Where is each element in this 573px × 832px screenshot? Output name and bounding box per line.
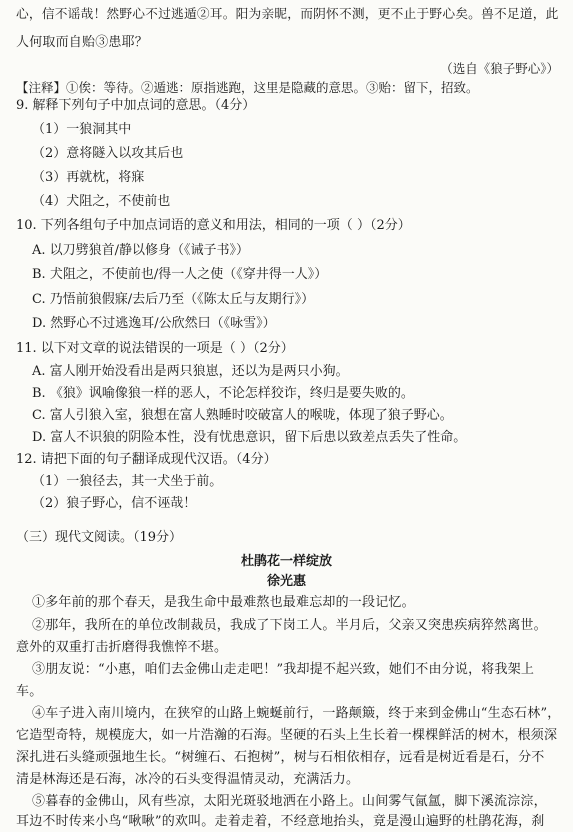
annotation-notes: 【注释】①俟：等待。②遁逃：原指逃跑，这里是隐藏的意思。③贻：留下，招致。 [16,80,479,95]
question-9-item: （4）犬阻之，不使前也 [32,194,171,209]
question-11-option: B. 《狼》讽喻像狼一样的恶人，不论怎样狡诈，终归是要失败的。 [32,386,414,401]
article-paragraph-cont: 深扎进石头缝顽强地生长。“树缠石、石抱树”，树与石相依相存，远看是树近看是石，分不 [16,750,545,765]
question-10-option: C. 乃悟前狼假寐/去后乃至（《陈太丘与友期行》） [32,292,315,307]
question-12-item: （2）狼子野心，信不诬哉！ [32,496,197,511]
article-paragraph-cont: 车。 [16,684,43,699]
question-10-option: D. 然野心不过逃逸耳/公欣然曰（《咏雪》） [32,316,276,331]
question-12-item: （1）一狼径去，其一犬坐于前。 [32,474,223,489]
section-heading: （三）现代文阅读。（19分） [16,530,183,545]
question-11-option: A. 富人刚开始没看出是两只狼崽，还以为是两只小狗。 [32,364,349,379]
article-paragraph-cont: 它造型奇特，规模庞大，如一片浩瀚的石海。坚硬的石头上生长着一棵棵鲜活的树木，根须深 [16,728,558,743]
article-paragraph: ②那年，我所在的单位改制裁员，我成了下岗工人。半月后，父亲又突患疾病猝然离世。 [32,618,547,633]
article-paragraph: ①多年前的那个春天，是我生命中最难熬也最难忘却的一段记忆。 [32,595,415,610]
question-9-item: （3）再就枕，将寐 [32,170,145,185]
article-paragraph: ④车子进入南川境内，在狭窄的山路上蜿蜒前行，一路颠簸，终于来到金佛山“生态石林”， [32,706,561,721]
article-author: 徐光惠 [266,574,306,589]
article-title: 杜鹃花一样绽放 [240,554,332,569]
question-10-stem: 10. 下列各组句子中加点词语的意义和用法，相同的一项（ ）（2分） [16,218,411,233]
article-paragraph: ③朋友说：“小惠，咱们去金佛山走走吧！”我却提不起兴致，她们不由分说，将我架上 [32,662,535,677]
question-11-stem: 11. 以下对文章的说法错误的一项是（ ）（2分） [16,341,294,356]
question-10-option: A. 以刀劈狼首/静以修身（《诫子书》） [32,243,250,258]
passage-line: 心，信不谣哉！然野心不过逃遁②耳。阳为亲昵，而阴怀不测，更不止于野心矣。兽不足道，此 [16,7,559,22]
passage-line: 人何取而自贻③患耶？ [16,35,149,50]
passage-source: （选自《狼子野心》） [440,61,559,76]
article-paragraph-cont: 清是林海还是石海，冰冷的石头变得温情灵动，充满活力。 [16,772,360,787]
question-12-stem: 12. 请把下面的句子翻译成现代汉语。（4分） [16,452,277,467]
question-9-item: （1）一狼洞其中 [32,122,132,137]
question-11-option: C. 富人引狼入室，狼想在富人熟睡时咬破富人的喉咙，体现了狼子野心。 [32,408,453,423]
article-paragraph: ⑤暮春的金佛山，风有些凉，太阳光斑驳地洒在小路上。山间雾气氤氲，脚下溪流淙淙， [32,794,547,809]
article-paragraph-cont: 意外的双重打击折磨得我憔悴不堪。 [16,640,228,655]
question-9-item: （2）意将隧入以攻其后也 [32,146,184,161]
question-9-stem: 9. 解释下列句子中加点词的意思。（4分） [16,98,256,113]
question-10-option: B. 犬阻之，不使前也/得一人之使（《穿井得一人》） [32,267,328,282]
question-11-option: D. 富人不识狼的阴险本性，没有忧患意识，留下后患以致差点丢失了性命。 [32,430,467,445]
article-paragraph-cont: 耳边不时传来小鸟“啾啾”的欢叫。走着走着，不经意地抬头，竟是漫山遍野的杜鹃花海，刹 [16,814,545,829]
